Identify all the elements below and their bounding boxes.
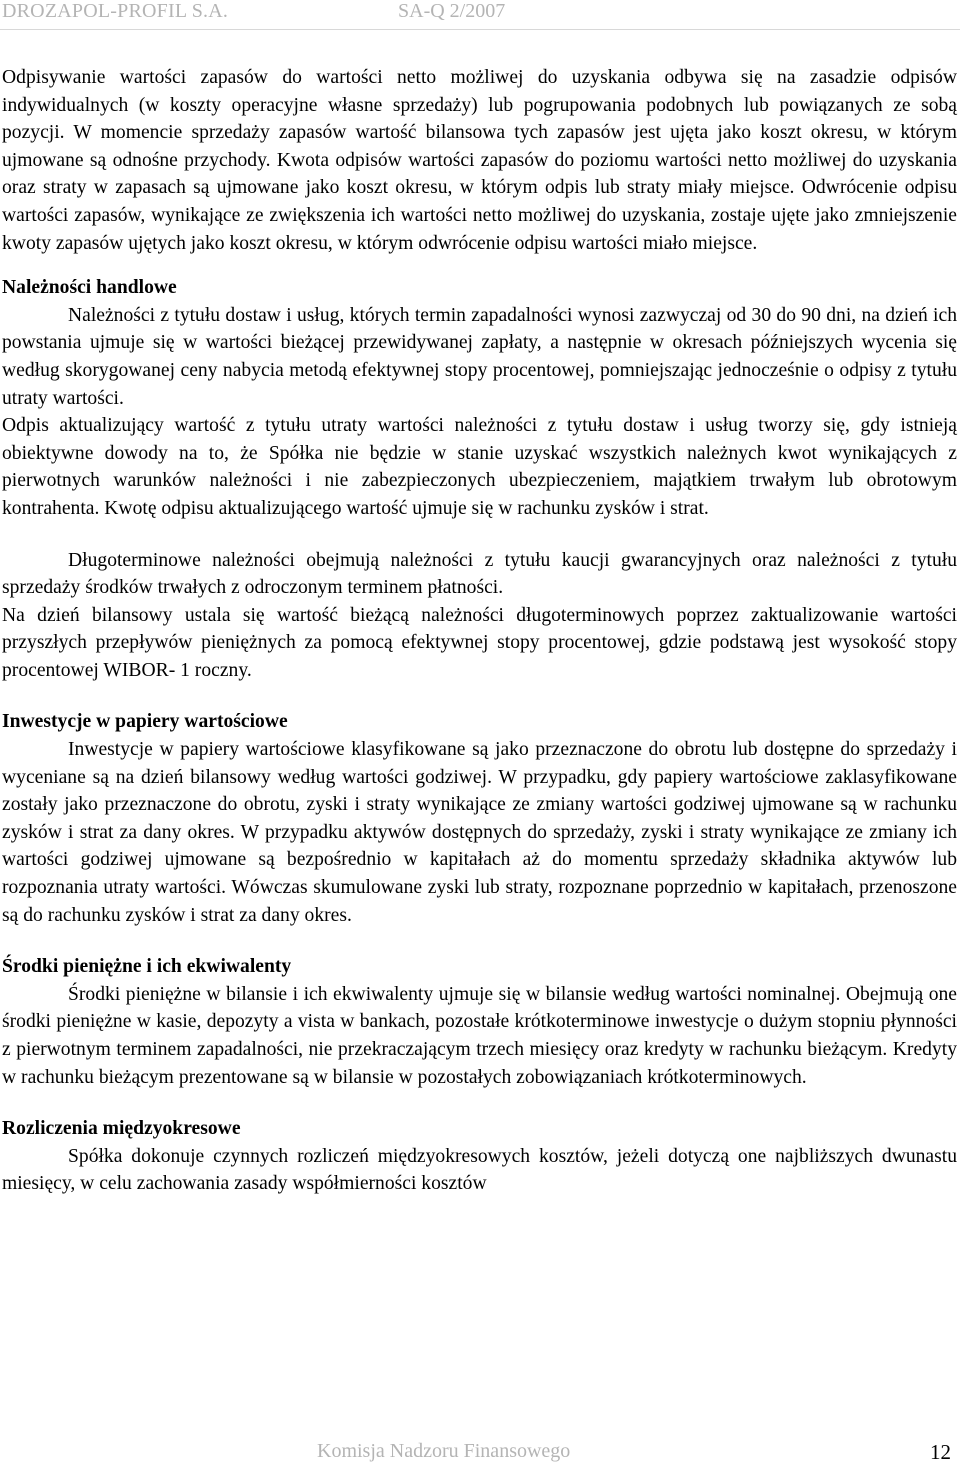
spacer <box>2 929 957 953</box>
paragraph-accruals: Spółka dokonuje czynnych rozliczeń międzyokresowych kosztów, jeżeli dotyczą one najbliższych dwunastu miesięcy, w celu zachowania zasady współmierności kosztów <box>2 1145 957 1195</box>
spacer <box>2 684 957 708</box>
paragraph-securities: Inwestycje w papiery wartościowe klasyfikowane są jako przeznaczone do obrotu lub dostępne do sprzedaży i wyceniane są na dzień bilansowy według wartości godziwej. W przypadku, gdy papiery wartościowe zaklasyfikowane zostały jako przeznaczone do obrotu, zyski i straty wynikające ze zmiany wartości godziwej ujmowane są w rachunku zysków i strat za dany okres. W przypadku aktywów dostępnych do sprzedaży, zyski i straty wynikające ze zmiany ich wartości godziwej ujmowane są bezpośrednio w kapitałach aż do momentu sprzedaży składnika aktywów lub rozpoznania utraty wartości. Wówczas skumulowane zyski lub straty, rozpoznane poprzednio w kapitałach, przenoszone są do rachunku zysków i strat za dany okres. <box>2 739 957 926</box>
report-id: SA-Q 2/2007 <box>398 0 506 22</box>
header-divider <box>0 29 960 30</box>
page-number: 12 <box>930 1440 951 1464</box>
paragraph-longterm-valuation: Na dzień bilansowy ustala się wartość bieżącą należności długoterminowych poprzez zaktualizowanie wartości przyszłych przepływów pieniężnych za pomocą efektywnej stopy procentowej, gdzie podstawą jest wysokość stopy procentowej WIBOR- 1 roczny. <box>2 604 957 681</box>
footer-authority: Komisja Nadzoru Finansowego <box>317 1440 571 1462</box>
page-header <box>0 0 960 26</box>
paragraph-receivables-impairment: Odpis aktualizujący wartość z tytułu utraty wartości należności z tytułu dostaw i usług tworzy się, gdy istnieją obiektywne dowody na to, że Spółka nie będzie w stanie uzyskać wszystkich należnych kwot wynikających z pierwotnych warunków należności i nie zabezpieczonych ubezpieczeniem, majątkiem trwałym lub obrotowym kontrahenta. Kwotę odpisu aktualizującego wartość ujmuje się w rachunku zysków i strat. <box>2 415 957 519</box>
spacer <box>2 1091 957 1115</box>
paragraph-longterm-receivables: Długoterminowe należności obejmują należności z tytułu kaucji gwarancyjnych oraz należności z tytułu sprzedaży środków trwałych z odroczonym terminem płatności. <box>2 549 957 599</box>
company-name: DROZAPOL-PROFIL S.A. <box>2 0 229 22</box>
page-footer <box>0 1436 960 1466</box>
heading-accruals: Rozliczenia międzyokresowe <box>2 1118 241 1140</box>
paragraph-trade-receivables: Należności z tytułu dostaw i usług, których termin zapadalności wynosi zazwyczaj od 30 do 90 dni, na dzień ich powstania ujmuje się w wartości bieżącej przewidywanej zapłaty, a następnie w okresach późniejszych wycenia się według skorygowanej ceny nabycia metodą efektywnej stopy procentowej, pomniejszając jednocześnie o odpisy z tytułu utraty wartości. <box>2 304 957 409</box>
document-body <box>2 64 957 1198</box>
heading-trade-receivables: Należności handlowe <box>2 277 177 299</box>
paragraph-inventory-writedowns: Odpisywanie wartości zapasów do wartości netto możliwej do uzyskania odbywa się na zasadzie odpisów indywidualnych (w koszty operacyjne własne sprzedaży) lub pogrupowania podobnych lub powiązanych ze sobą pozycji. W momencie sprzedaży zapasów wartość bilansowa tych zapasów jest ujęta jako koszt okresu, w którym ujmowane są odnośne przychody. Kwota odpisów wartości zapasów do poziomu wartości netto możliwej do uzyskania oraz straty w zapasach są ujmowane jako koszt okresu, w którym odpis lub straty miały miejsce. Odwrócenie odpisu wartości zapasów, wynikające ze zwiększenia ich wartości netto możliwej do uzyskania, zostaje ujęte jako zmniejszenie kwoty zapasów ujętych jako koszt okresu, w którym odwrócenie odpisu wartości miało miejsce. <box>2 67 957 254</box>
paragraph-cash: Środki pieniężne w bilansie i ich ekwiwalenty ujmuje się w bilansie według wartości nominalnej. Obejmują one środki pieniężne w kasie, depozyty a vista w bankach, pozostałe krótkoterminowe inwestycje o dużym stopniu płynności z pierwotnym terminem zapadalności, nie przekraczającym trzech miesięcy oraz kredyty w rachunku bieżącym. Kredyty w rachunku bieżącym prezentowane są w bilansie w pozostałych zobowiązaniach krótkoterminowych. <box>2 983 957 1088</box>
heading-securities: Inwestycje w papiery wartościowe <box>2 711 288 733</box>
spacer <box>2 257 957 274</box>
heading-cash: Środki pieniężne i ich ekwiwalenty <box>2 956 292 978</box>
spacer <box>2 523 957 547</box>
